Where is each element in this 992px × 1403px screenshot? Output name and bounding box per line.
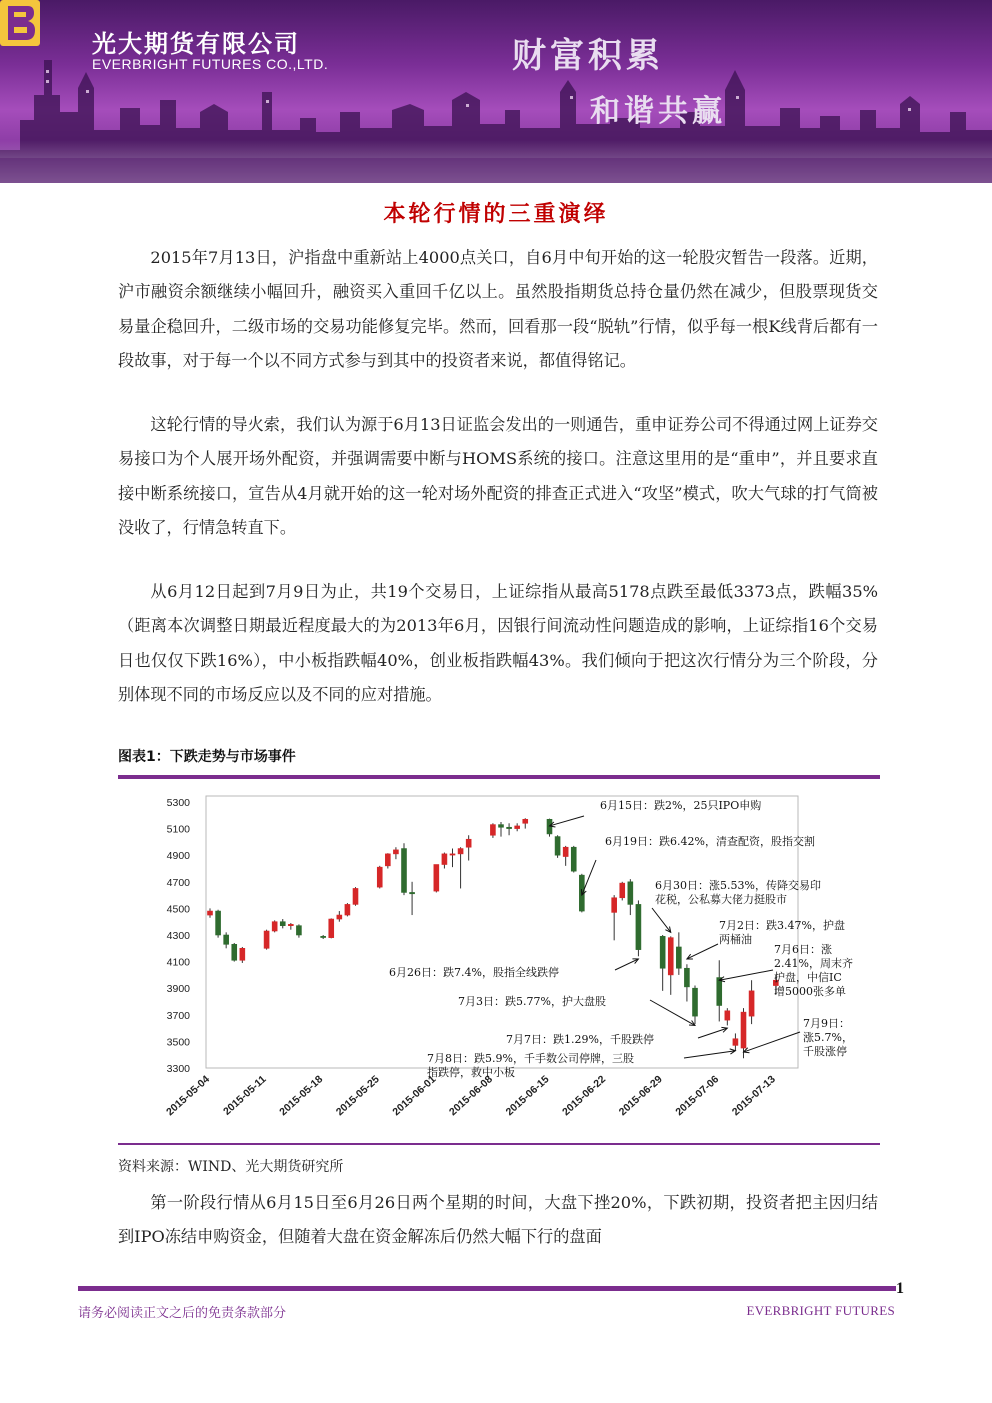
candle-body <box>676 947 681 968</box>
slogan-line-1: 财富积累 <box>512 36 664 76</box>
event-annotation: 7月3日：跌5.77%，护大盘股 <box>458 995 606 1008</box>
event-annotation: 7月2日：跌3.47%，护盘 <box>719 919 845 932</box>
candle-body <box>280 922 285 926</box>
candle-body <box>490 825 495 836</box>
x-tick-label: 2015-06-15 <box>503 1073 552 1119</box>
candle-body <box>434 865 439 892</box>
event-annotation: 6月19日：跌6.42%，清查配资，股指交割 <box>605 835 815 848</box>
candle-body <box>385 854 390 866</box>
event-annotation: 7月7日：跌1.29%，千股跌停 <box>506 1033 654 1046</box>
annotation-arrow <box>684 1051 735 1058</box>
candle-body <box>410 892 415 893</box>
candle-body <box>321 936 326 937</box>
candle-body <box>272 922 277 931</box>
candle-body <box>523 819 528 823</box>
candle-body <box>741 1012 746 1048</box>
x-tick-label: 2015-05-18 <box>277 1073 326 1119</box>
candle-body <box>402 849 407 893</box>
event-annotation: 指跌停，救中小板 <box>427 1066 515 1079</box>
x-tick-label: 2015-05-25 <box>333 1073 382 1119</box>
annotation-arrow <box>650 1000 695 1025</box>
x-tick-label: 2015-06-08 <box>446 1073 495 1119</box>
footer-rule <box>78 1286 896 1291</box>
candle-body <box>296 926 301 935</box>
annotation-arrow <box>698 1028 727 1038</box>
candle-body <box>515 826 520 829</box>
everbright-logo-icon <box>0 0 40 46</box>
event-annotation: 涨5.7%， <box>803 1031 853 1044</box>
y-tick-label: 4700 <box>166 876 190 889</box>
candle-body <box>337 915 342 919</box>
candle-body <box>224 935 229 944</box>
event-annotation: 6月30日：涨5.53%，传降交易印 <box>655 879 821 892</box>
x-tick-label: 2015-07-13 <box>729 1073 778 1119</box>
annotation-arrow <box>550 816 585 826</box>
event-annotation: 2.41%，周末齐 <box>774 957 853 970</box>
candle-body <box>684 968 689 987</box>
candle-body <box>636 904 641 949</box>
candle-body <box>725 1011 730 1020</box>
y-tick-label: 4300 <box>166 930 190 942</box>
annotation-arrow <box>719 970 773 980</box>
slogan-line-2: 和谐共赢 <box>590 94 726 129</box>
paragraph-4: 第一阶段行情从6月15日至6月26日两个星期的时间，大盘下挫20%，下跌初期，投资者把主因归结到IPO冻结申购资金，但随着大盘在资金解冻后仍然大幅下行的盘面 <box>118 1193 878 1247</box>
x-tick-label: 2015-06-01 <box>390 1073 439 1119</box>
x-tick-label: 2015-06-29 <box>616 1073 665 1119</box>
candle-body <box>555 837 560 856</box>
figure-title: 图表1：下跌走势与市场事件 <box>118 749 296 765</box>
page-number: 1 <box>896 1280 904 1297</box>
candle-body <box>612 898 617 913</box>
paragraph-2: 这轮行情的导火索，我们认为源于6月13日证监会发出的一则通告，重申证券公司不得通过网上证券交易接口为个人展开场外配资，并强调需要中断与HOMS系统的接口。注意这里用的是“重申”，并且要求直接中断系统接口，宣告从4月就开始的这一轮对场外配资的排查正式进入“攻坚”模式，吹大气球的打气筒被没收了，行情急转直下。 <box>118 415 878 538</box>
candle-body <box>466 839 471 847</box>
chart-svg <box>118 780 880 1140</box>
event-annotation: 7月6日：涨 <box>774 943 832 956</box>
x-tick-label: 2015-05-04 <box>164 1073 213 1119</box>
figure-top-rule <box>118 775 880 779</box>
annotation-arrow <box>615 959 638 970</box>
figure-source: 资料来源：WIND、光大期货研究所 <box>118 1159 344 1175</box>
candle-body <box>377 867 382 887</box>
candle-body <box>208 911 213 915</box>
event-annotation: 7月9日： <box>803 1017 850 1030</box>
candle-body <box>288 924 293 925</box>
candle-body <box>353 888 358 904</box>
candle-body <box>345 904 350 915</box>
candle-body <box>571 847 576 871</box>
event-annotation: 增5000张多单 <box>774 985 846 998</box>
footer-disclaimer: 请务必阅读正文之后的免责条款部分 <box>78 1306 287 1321</box>
figure-bottom-rule <box>118 1143 880 1145</box>
y-tick-label: 3700 <box>166 1009 190 1022</box>
y-tick-label: 4900 <box>166 850 190 863</box>
candle-body <box>660 936 665 968</box>
y-tick-label: 4100 <box>166 956 190 969</box>
x-tick-label: 2015-05-11 <box>221 1073 269 1118</box>
candle-body <box>563 847 568 856</box>
candle-body <box>628 882 633 905</box>
candle-body <box>733 1039 738 1046</box>
x-tick-label: 2015-06-22 <box>560 1073 609 1119</box>
candle-body <box>264 931 269 948</box>
paragraph-1: 2015年7月13日，沪指盘中重新站上4000点关口，自6月中旬开始的这一轮股灾暂告一段落。近期，沪市融资余额继续小幅回升，融资买入重回千亿以上。虽然股指期货总持仓量仍然在减少，但股票现货交易量企稳回升，二级市场的交易功能修复完毕。然而，回看那一段“脱轨”行情，似乎每一根K线背后都有一段故事，对于每一个以不同方式参与到其中的投资者来说，都值得铭记。 <box>118 248 878 371</box>
annotation-arrow <box>652 908 671 932</box>
event-annotation: 两桶油 <box>719 933 752 946</box>
event-annotation: 花税，公私募大佬力挺股市 <box>655 893 787 906</box>
candle-body <box>507 827 512 828</box>
company-name-cn: 光大期货有限公司 <box>92 30 300 58</box>
header-banner <box>0 0 992 183</box>
candle-body <box>749 991 754 1016</box>
annotation-arrow <box>687 944 718 959</box>
x-tick-label: 2015-07-06 <box>673 1073 722 1119</box>
candle-body <box>232 944 237 960</box>
paragraph-3: 从6月12日起到7月9日为止，共19个交易日，上证综指从最高5178点跌至最低3373点，跌幅35%（距离本次调整日期最近程度最大的为2013年6月，因银行间流动性问题造成的影响，上证综指16个交易日也仅仅下跌16%），中小板指跌幅40%，创业板指跌幅43%。我们倾向于把这次行情分为三个阶段，分别体现不同的市场反应以及不同的应对措施。 <box>118 582 878 705</box>
y-tick-label: 3300 <box>166 1063 190 1075</box>
candle-body <box>240 948 245 960</box>
footer-brand: EVERBRIGHT FUTURES <box>746 1303 895 1318</box>
candle-body <box>499 825 504 828</box>
article-title: 本轮行情的三重演绎 <box>383 202 609 227</box>
y-tick-label: 4500 <box>166 903 190 916</box>
y-tick-label: 3900 <box>166 983 190 996</box>
candle-body <box>668 938 673 975</box>
y-tick-label: 5300 <box>166 797 190 809</box>
candle-body <box>442 854 447 865</box>
event-annotation: 千股涨停 <box>803 1045 847 1058</box>
candlestick-chart <box>118 780 880 1140</box>
candle-body <box>458 849 463 854</box>
candle-body <box>393 850 398 854</box>
event-annotation: 6月26日：跌7.4%，股指全线跌停 <box>389 966 559 979</box>
candle-body <box>450 854 455 855</box>
y-tick-label: 5100 <box>166 823 190 836</box>
company-name-en: EVERBRIGHT FUTURES CO.,LTD. <box>92 56 329 72</box>
event-annotation: 护盘，中信IC <box>774 971 842 984</box>
annotation-arrow <box>744 1032 801 1052</box>
y-tick-label: 3500 <box>166 1036 190 1049</box>
event-annotation: 7月8日：跌5.9%，千手数公司停牌，三股 <box>427 1052 634 1065</box>
candle-body <box>717 978 722 1006</box>
candle-body <box>216 911 221 935</box>
candle-body <box>620 883 625 898</box>
candle-body <box>329 919 334 938</box>
candle-body <box>693 988 698 1016</box>
event-annotation: 6月15日：跌2%，25只IPO申购 <box>600 799 762 812</box>
